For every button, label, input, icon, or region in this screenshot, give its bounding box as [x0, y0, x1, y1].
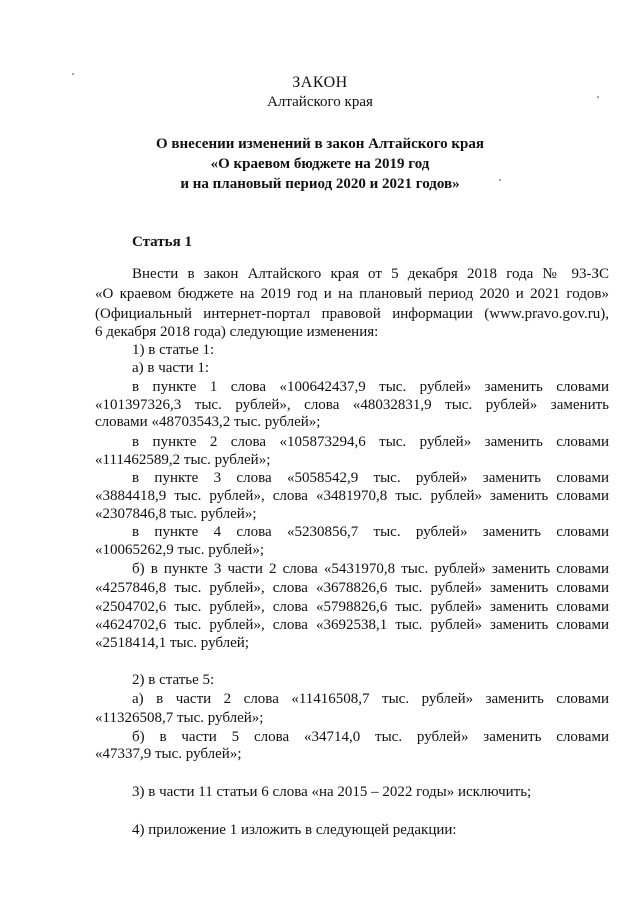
body-line: б) в пункте 3 части 2 слова «5431970,8 тыс. рублей» заменить словами — [132, 561, 609, 577]
body-line: б) в части 5 слова «34714,0 тыс. рублей» заменить словами — [132, 729, 609, 745]
body-line: в пункте 3 слова «5058542,9 тыс. рублей» заменить словами — [132, 470, 609, 486]
body-line: 6 декабря 2018 года) следующие изменения: — [95, 324, 379, 340]
body-line: 2) в статье 5: — [132, 672, 215, 688]
body-line: а) в части 2 слова «11416508,7 тыс. рублей» заменить словами — [132, 691, 609, 707]
law-heading-line-1: О внесении изменений в закон Алтайского края — [155, 136, 485, 152]
body-line: в пункте 4 слова «5230856,7 тыс. рублей» заменить словами — [132, 524, 609, 540]
body-line: «101397326,3 тыс. рублей», слова «48032831,9 тыс. рублей» заменить — [95, 397, 609, 413]
body-line: в пункте 2 слова «105873294,6 тыс. рублей» заменить словами — [132, 434, 609, 450]
law-heading-line-2: «О краевом бюджете на 2019 год — [210, 156, 430, 172]
body-line: в пункте 1 слова «100642437,9 тыс. рублей» заменить словами — [132, 379, 609, 395]
body-line: 4) приложение 1 изложить в следующей редакции: — [132, 822, 457, 838]
body-line: (Официальный интернет-портал правовой информации (www.pravo.gov.ru), — [95, 306, 609, 322]
body-line: «3884418,9 тыс. рублей», слова «3481970,8 тыс. рублей» заменить словами — [95, 488, 609, 504]
body-line: а) в части 1: — [132, 360, 210, 376]
body-line: «47337,9 тыс. рублей»; — [95, 746, 242, 762]
body-line: «111462589,2 тыс. рублей»; — [95, 452, 271, 468]
body-line: «10065262,9 тыс. рублей»; — [95, 542, 264, 558]
law-heading-line-3: и на плановый период 2020 и 2021 годов» — [180, 176, 460, 192]
body-line: «2518414,1 тыс. рублей; — [95, 635, 249, 651]
body-line: «2307846,8 тыс. рублей»; — [95, 506, 257, 522]
scan-speck — [72, 73, 74, 75]
body-line: «2504702,6 тыс. рублей», слова «5798826,6 тыс. рублей» заменить словами — [95, 599, 609, 615]
body-line: «О краевом бюджете на 2019 год и на плановый период 2020 и 2021 годов» — [95, 286, 609, 302]
scan-speck — [597, 96, 599, 98]
body-line: Внести в закон Алтайского края от 5 декабря 2018 года № 93-ЗС — [132, 266, 609, 282]
article-title: Статья 1 — [132, 234, 192, 250]
body-line: «4624702,6 тыс. рублей», слова «3692538,1 тыс. рублей» заменить словами — [95, 617, 609, 633]
body-line: «4257846,8 тыс. рублей», слова «3678826,6 тыс. рублей» заменить словами — [95, 580, 609, 596]
law-title: ЗАКОН — [292, 74, 348, 91]
scan-speck — [499, 179, 501, 181]
law-region: Алтайского края — [267, 94, 373, 110]
body-line: 1) в статье 1: — [132, 342, 215, 358]
body-line: «11326508,7 тыс. рублей»; — [95, 710, 264, 726]
body-line: словами «48703543,2 тыс. рублей»; — [95, 414, 321, 430]
body-line: 3) в части 11 статьи 6 слова «на 2015 – 2022 годы» исключить; — [132, 784, 532, 800]
